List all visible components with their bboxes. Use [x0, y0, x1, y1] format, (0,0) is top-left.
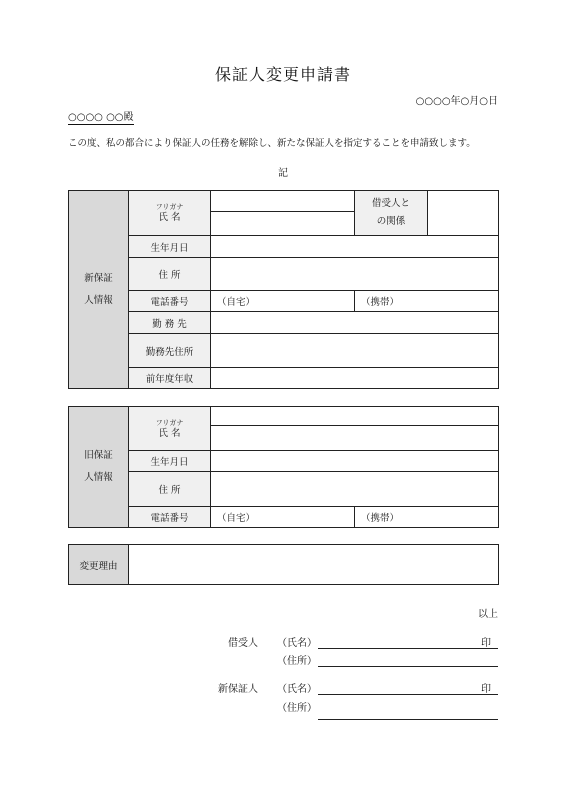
furigana-label: フリガナ [155, 203, 184, 211]
new-workplace-field[interactable] [211, 312, 499, 334]
new-name-field[interactable] [211, 212, 355, 236]
income-label: 前年度年収 [129, 368, 211, 389]
borrower-label: 借受人 [228, 638, 258, 649]
addressee: ○○○○ ○○殿 [68, 108, 134, 125]
birthdate-label: 生年月日 [129, 451, 211, 472]
relation-label-cell: 借受人との関係 [355, 191, 428, 236]
reason-table [68, 544, 499, 585]
name-label: 氏 名 [158, 212, 181, 223]
new-guarantor-name-label: （氏名） [277, 684, 317, 695]
address-label: 住 所 [129, 472, 211, 507]
new-guarantor-seal: 印 [481, 684, 491, 695]
workplace-address-label: 勤務先住所 [129, 334, 211, 368]
new-furigana-field[interactable] [211, 191, 355, 212]
new-guarantor-name-line[interactable] [318, 694, 498, 695]
old-name-label-cell [129, 407, 211, 451]
new-guarantor-table [68, 190, 499, 389]
old-phone-mobile-field[interactable] [355, 507, 499, 528]
borrower-name-line[interactable] [318, 648, 498, 649]
phone-home-label: （自宅） [217, 297, 256, 308]
new-relation-field[interactable] [428, 191, 499, 236]
phone-label: 電話番号 [129, 507, 211, 528]
old-furigana-field[interactable] [211, 407, 499, 426]
old-guarantor-section-label: 旧保証人情報 [69, 407, 129, 528]
old-guarantor-table [68, 406, 499, 528]
furigana-label: フリガナ [155, 418, 184, 427]
new-workplace-address-field[interactable] [211, 334, 499, 368]
intro-text: この度、私の都合により保証人の任務を解除し、新たな保証人を指定することを申請致します。 [68, 138, 476, 149]
phone-home-label: （自宅） [217, 513, 256, 524]
new-birthdate-field[interactable] [211, 236, 499, 258]
new-guarantor-address-label: （住所） [277, 703, 317, 714]
new-guarantor-address-line[interactable] [318, 719, 498, 720]
new-address-field[interactable] [211, 258, 499, 291]
ki-heading: 記 [278, 168, 288, 179]
birthdate-label: 生年月日 [129, 236, 211, 258]
new-income-field[interactable] [211, 368, 499, 389]
new-guarantor-sign-label: 新保証人 [218, 684, 258, 695]
borrower-address-line[interactable] [318, 666, 498, 667]
old-birthdate-field[interactable] [211, 451, 499, 472]
closing-text: 以上 [478, 609, 498, 620]
workplace-label: 勤 務 先 [129, 312, 211, 334]
borrower-name-label: （氏名） [277, 638, 317, 649]
new-phone-home-field[interactable] [211, 291, 355, 312]
borrower-seal: 印 [481, 638, 491, 649]
old-name-field[interactable] [211, 426, 499, 451]
name-label: 氏 名 [158, 427, 181, 439]
new-phone-mobile-field[interactable] [355, 291, 499, 312]
new-name-label-cell [129, 191, 211, 236]
phone-mobile-label: （携帯） [361, 513, 400, 524]
phone-mobile-label: （携帯） [361, 297, 400, 308]
phone-label: 電話番号 [129, 291, 211, 312]
application-date: ○○○○年○月○日 [415, 96, 498, 107]
borrower-address-label: （住所） [277, 656, 317, 667]
reason-field[interactable] [129, 545, 499, 585]
new-guarantor-section-label: 新保証人情報 [69, 191, 129, 389]
address-label: 住 所 [129, 258, 211, 291]
old-address-field[interactable] [211, 472, 499, 507]
document-title: 保証人変更申請書 [214, 65, 351, 84]
reason-label: 変更理由 [69, 545, 129, 585]
old-phone-home-field[interactable] [211, 507, 355, 528]
